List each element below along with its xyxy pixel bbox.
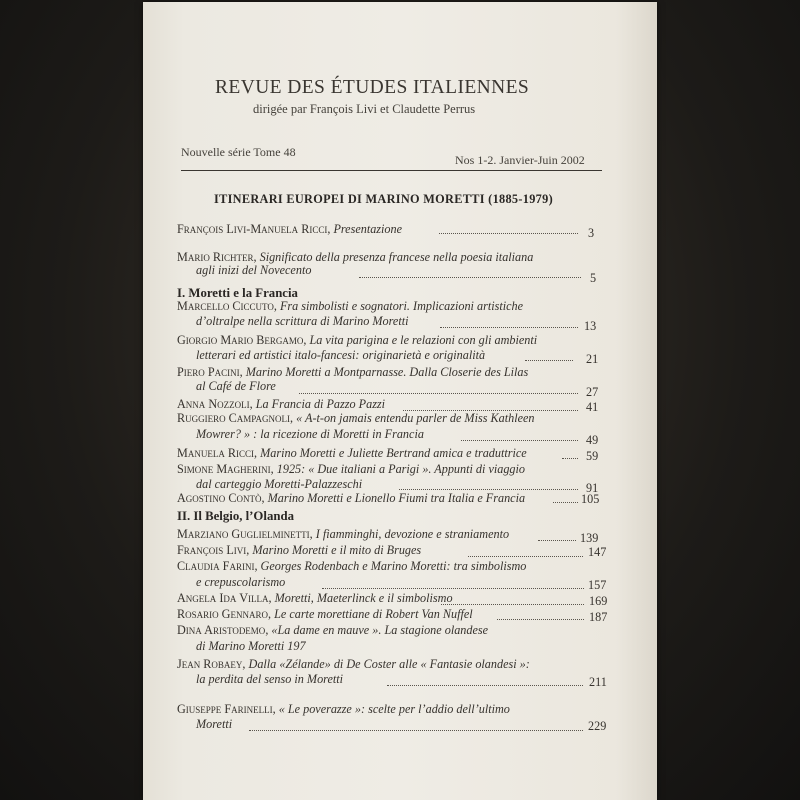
page-number: 105 [581, 492, 600, 506]
toc-entry-line: Ruggiero Campagnoli, « A-t-on jamais entendu parler de Miss Kathleen [177, 411, 535, 425]
entry-author: François Livi [177, 543, 247, 557]
page-number: 21 [586, 352, 599, 366]
toc-entry-line-continued [196, 349, 485, 361]
dot-leader [468, 556, 583, 557]
entry-title-continued: Mowrer? » : la ricezione di Moretti in Francia [196, 427, 424, 441]
toc-entry-line: Giorgio Mario Bergamo, La vita parigina e le relazioni con gli ambienti [177, 333, 538, 347]
page-number: 91 [586, 481, 599, 495]
toc-entry-line-continued [196, 640, 306, 652]
toc-entry-line: François Livi-Manuela Ricci, Presentazione [177, 222, 403, 236]
entry-author: Rosario Gennaro [177, 607, 268, 621]
page-number: 229 [588, 719, 607, 733]
entry-title: La vita parigina e le relazioni con gli ambienti [309, 333, 538, 347]
dot-leader [359, 277, 581, 278]
section-title: ITINERARI EUROPEI DI MARINO MORETTI (1885-1979) [214, 192, 553, 206]
entry-author: Mario Richter [177, 250, 254, 264]
entry-title: Marino Moretti e Lionello Fiumi tra Italia e Francia [267, 491, 526, 505]
page-number: 139 [580, 531, 599, 545]
journal-title: REVUE DES ÉTUDES ITALIENNES [215, 77, 530, 98]
toc-entry-line-continued [196, 380, 276, 392]
toc-entry-line: François Livi, Marino Moretti e il mito di Bruges [177, 543, 422, 557]
toc-entry-line: Marziano Guglielminetti, I fiamminghi, devozione e straniamento [177, 527, 510, 541]
toc-entry-line-continued [196, 264, 311, 276]
entry-title: Marino Moretti e Juliette Bertrand amica e traduttrice [260, 446, 527, 460]
toc-entry-line: Jean Robaey, Dalla «Zélande» di De Coster alle « Fantasie olandesi »: [177, 657, 530, 671]
dot-leader [440, 327, 578, 328]
page-number: 13 [584, 319, 597, 333]
entry-author: Anna Nozzoli [177, 397, 250, 411]
dot-leader [553, 502, 578, 503]
entry-author: Claudia Farini [177, 559, 255, 573]
dot-leader [399, 489, 578, 490]
entry-title: La Francia di Pazzo Pazzi [255, 397, 386, 411]
toc-entry-line-continued [196, 576, 285, 588]
dot-leader [441, 604, 584, 605]
toc-entry-line: Rosario Gennaro, Le carte morettiane di Robert Van Nuffel [177, 607, 473, 621]
toc-entry-line: Claudia Farini, Georges Rodenbach e Marino Moretti: tra simbolismo [177, 559, 527, 573]
toc-entry-line: Agostino Contò, Marino Moretti e Lionello Fiumi tra Italia e Francia [177, 491, 526, 505]
toc-entry-line: Dina Aristodemo, «La dame en mauve ». La stagione olandese [177, 623, 489, 637]
dot-leader [562, 458, 578, 459]
entry-title-continued: e crepuscolarismo [196, 575, 286, 589]
dot-leader [525, 360, 573, 361]
entry-title: Significato della presenza francese nella poesia italiana [259, 250, 534, 264]
entry-author: Giorgio Mario Bergamo [177, 333, 304, 347]
dot-leader [299, 393, 578, 394]
series-volume: Nouvelle série Tome 48 [181, 145, 296, 159]
entry-author: Angela Ida Villa [177, 591, 269, 605]
page-number: 5 [590, 271, 597, 285]
toc-entry-line-continued [196, 673, 343, 685]
entry-title-continued: dal carteggio Moretti-Palazzeschi [196, 477, 363, 491]
entry-title: Marino Moretti e il mito di Bruges [252, 543, 422, 557]
entry-author: Jean Robaey [177, 657, 243, 671]
dot-leader [387, 685, 583, 686]
page-number: 49 [586, 433, 599, 447]
toc-entry-line: Manuela Ricci, Marino Moretti e Juliette Bertrand amica e traduttrice [177, 446, 527, 460]
entry-title: 1925: « Due italiani a Parigi ». Appunti di viaggio [276, 462, 526, 476]
page-number: 41 [586, 400, 599, 414]
dot-leader [497, 619, 584, 620]
entry-author: Ruggiero Campagnoli [177, 411, 290, 425]
entry-author: Marcello Ciccuto [177, 299, 274, 313]
toc-entry-line: Mario Richter, Significato della presenza francese nella poesia italiana [177, 250, 534, 264]
entry-title-continued: letterari ed artistici italo-fancesi: originarietà e originalità [196, 348, 486, 362]
entry-title: «La dame en mauve ». La stagione olandese [271, 623, 489, 637]
entry-title-continued: Moretti [196, 717, 233, 731]
entry-author: Simone Magherini [177, 462, 271, 476]
toc-entry-line: Giuseppe Farinelli, « Le poverazze »: scelte per l’addio dell’ultimo [177, 702, 510, 716]
issue-number-date: Nos 1-2. Janvier-Juin 2002 [455, 153, 585, 167]
entry-author: François Livi-Manuela Ricci [177, 222, 328, 236]
table-of-contents-page [143, 2, 657, 800]
entry-title: Le carte morettiane di Robert Van Nuffel [274, 607, 473, 621]
entry-title-continued: d’oltralpe nella scrittura di Marino Moretti [196, 314, 409, 328]
entry-title: Fra simbolisti e sognatori. Implicazioni artistiche [279, 299, 524, 313]
toc-entry-line: Simone Magherini, 1925: « Due italiani a Parigi ». Appunti di viaggio [177, 462, 526, 476]
dot-leader [461, 440, 578, 441]
dot-leader [322, 588, 584, 589]
entry-author: Manuela Ricci [177, 446, 255, 460]
part-heading: II. Il Belgio, l’Olanda [177, 509, 294, 523]
toc-entry-line: Angela Ida Villa, Moretti, Maeterlinck e il simbolismo [177, 591, 453, 605]
entry-title-continued: di Marino Moretti 197 [196, 639, 306, 653]
dot-leader [249, 730, 583, 731]
page-number: 187 [589, 610, 608, 624]
entry-title-continued: al Café de Flore [196, 379, 276, 393]
journal-editors: dirigée par François Livi et Claudette Perrus [253, 102, 476, 116]
page-number: 169 [589, 594, 608, 608]
entry-title: Moretti, Maeterlinck e il simbolismo [274, 591, 453, 605]
dot-leader [538, 540, 576, 541]
entry-title-continued: agli inizi del Novecento [196, 263, 312, 277]
entry-author: Marziano Guglielminetti [177, 527, 310, 541]
toc-entry-line-continued [196, 315, 408, 327]
toc-entry-line: Marcello Ciccuto, Fra simbolisti e sognatori. Implicazioni artistiche [177, 299, 524, 313]
page-number: 157 [588, 578, 607, 592]
header-rule [181, 170, 602, 171]
toc-entry-line: Anna Nozzoli, La Francia di Pazzo Pazzi [177, 397, 386, 411]
entry-author: Agostino Contò [177, 491, 262, 505]
entry-title-continued: la perdita del senso in Moretti [196, 672, 344, 686]
part-heading: I. Moretti e la Francia [177, 286, 298, 300]
toc-entry-line: Piero Pacini, Marino Moretti a Montparnasse. Dalla Closerie des Lilas [177, 365, 529, 379]
dot-leader [439, 233, 578, 234]
entry-author: Giuseppe Farinelli [177, 702, 273, 716]
entry-title: « A-t-on jamais entendu parler de Miss Kathleen [296, 411, 535, 425]
entry-author: Dina Aristodemo [177, 623, 266, 637]
entry-title: Dalla «Zélande» di De Coster alle « Fantasie olandesi »: [248, 657, 530, 671]
entry-title: Georges Rodenbach e Marino Moretti: tra simbolismo [260, 559, 527, 573]
toc-entry-line-continued [196, 478, 362, 490]
page-number: 147 [588, 545, 607, 559]
page-number: 59 [586, 449, 599, 463]
entry-author: Piero Pacini [177, 365, 240, 379]
entry-title: Presentazione [333, 222, 403, 236]
entry-title: I fiamminghi, devozione e straniamento [315, 527, 510, 541]
toc-entry-line-continued [196, 428, 424, 440]
page-number: 3 [588, 226, 595, 240]
toc-entry-line-continued [196, 718, 232, 730]
page-number: 27 [586, 385, 599, 399]
page-number: 211 [589, 675, 607, 689]
entry-title: Marino Moretti a Montparnasse. Dalla Closerie des Lilas [245, 365, 529, 379]
entry-title: « Le poverazze »: scelte per l’addio dell’ultimo [278, 702, 510, 716]
